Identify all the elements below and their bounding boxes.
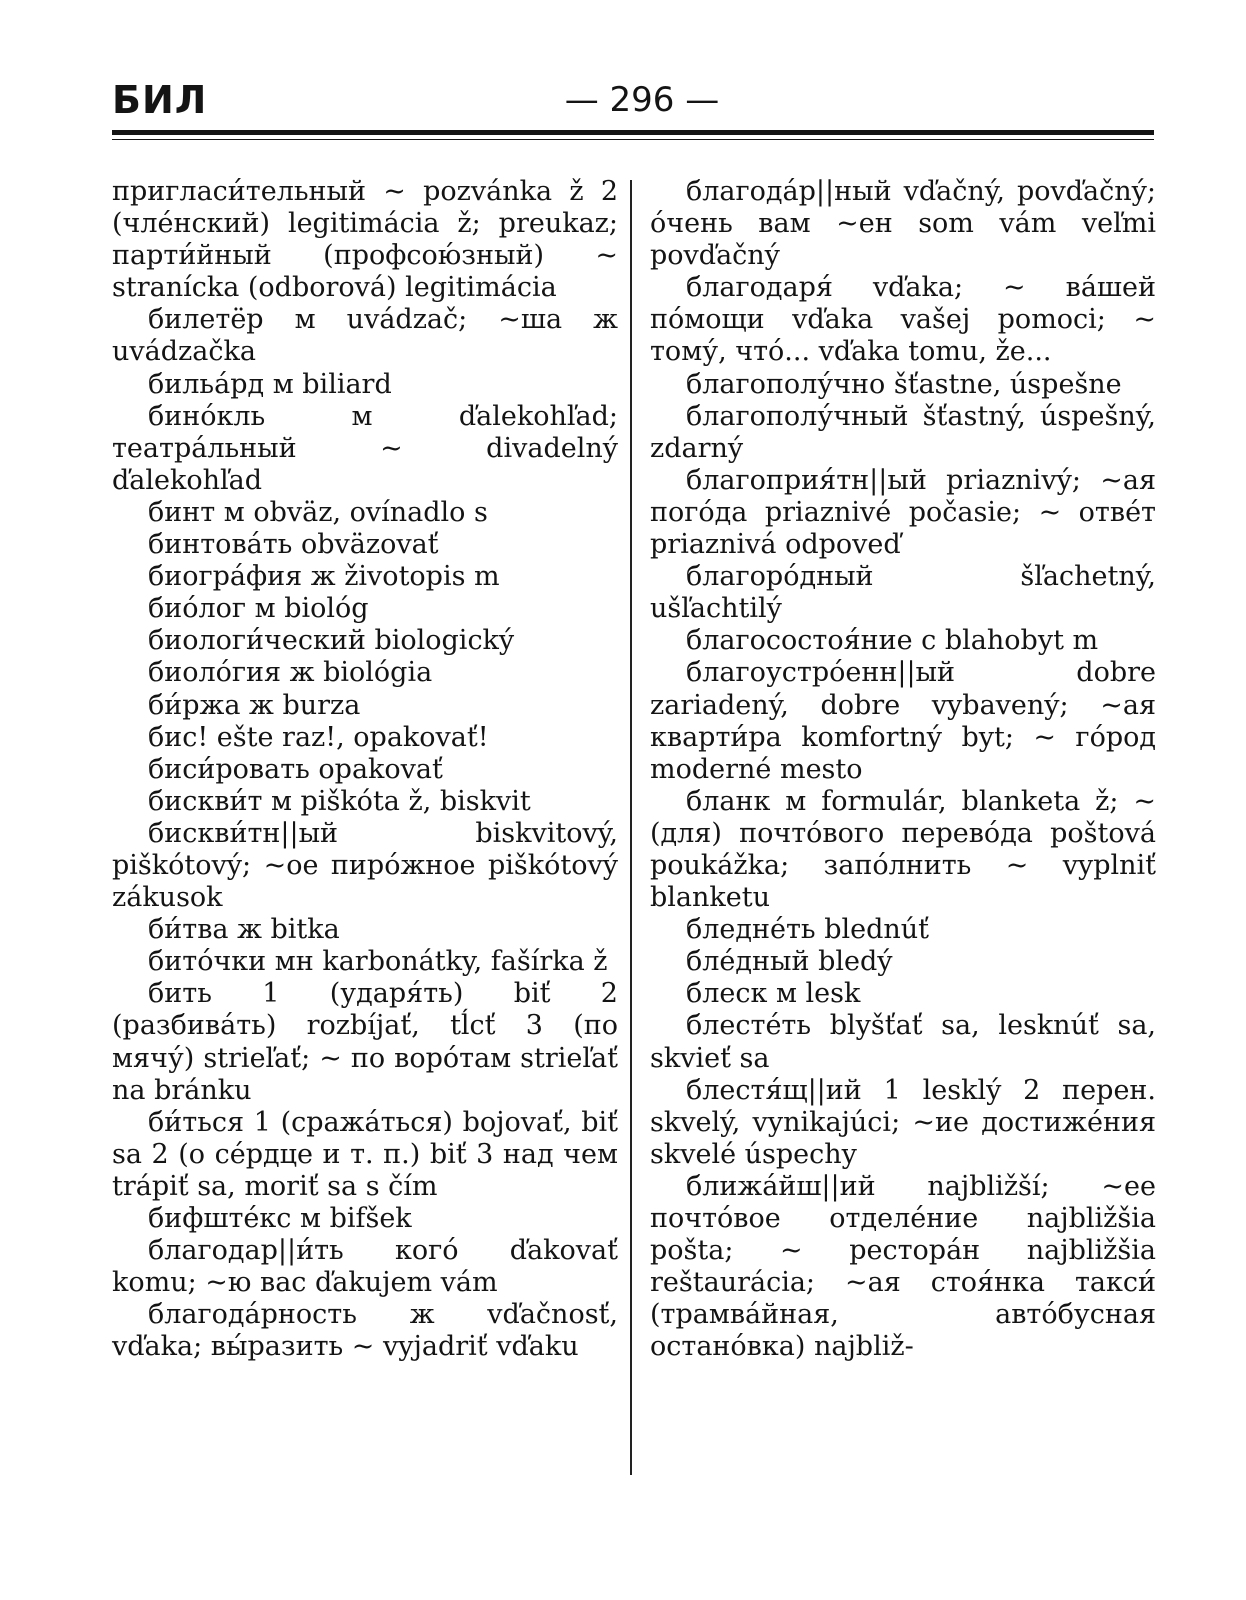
dictionary-entry: благополу́чный šťastný, úspešný, zdarný [650, 400, 1156, 464]
dictionary-entry: блесте́ть blyšťať sa, lesknúť sa, skvieť sa [650, 1010, 1156, 1074]
dictionary-entry: блеск м lesk [686, 978, 861, 1010]
dictionary-entry: био́лог м biológ [148, 593, 369, 625]
dictionary-entry: бланк м formulár, blanketa ž; ~ (для) почто́вого перево́да poštová poukážka; запо́лнить ~ vyplniť blanketu [650, 785, 1156, 914]
dictionary-entry: благодаря́ vďaka; ~ ва́шей по́мощи vďaka vašej pomoci; ~ тому́, что́... vďaka tomu, že... [650, 272, 1156, 368]
dictionary-entry: благоприя́тн||ый priaznivý; ~ая пого́да priaznivé počasie; ~ отве́т priaznivá odpoveď [650, 464, 1156, 561]
dictionary-entry: бледне́ть blednúť [686, 914, 930, 946]
dictionary-entry: биоло́гия ж biológia [148, 657, 433, 689]
dictionary-entry: благода́р||ный vďačný, povďačný; о́чень вам ~ен som vám veľmi povďačný [650, 176, 1156, 272]
left-column [112, 176, 618, 1363]
dictionary-entry: бле́дный bledý [686, 946, 893, 978]
dictionary-entry: бить 1 (ударя́ть) biť 2 (разбива́ть) rozbíjať, tĺcť 3 (по мячу́) strieľať; ~ по воро́там strieľať na bránku [112, 978, 618, 1106]
dictionary-entry: бинтова́ть obväzovať [148, 529, 439, 561]
dictionary-entry: пригласи́тельный ~ pozvánka ž 2 (чле́нский) legitimácia ž; preukaz; парти́йный (профсою́зный) ~ stranícka (odborová) legitimácia [112, 176, 618, 304]
dictionary-entry: бино́кль м ďalekohľad; театра́льный ~ divadelný ďalekohľad [112, 400, 618, 496]
dictionary-entry: биогра́фия ж životopis m [148, 561, 500, 593]
dictionary-entry: благополу́чно šťastne, úspešne [686, 368, 1122, 400]
dictionary-entry: билетёр м uvádzač; ~ша ж uvádzačka [112, 304, 618, 368]
dictionary-entry: биси́ровать opakovať [148, 753, 443, 785]
dictionary-entry: бинт м obväz, ovínadlo s [148, 496, 488, 528]
dictionary-entry: благоро́дный šľachetný, ušľachtilý [650, 561, 1156, 625]
running-head: БИЛ [112, 78, 208, 122]
dictionary-entry: благоустро́енн||ый dobre zariadený, dobre vybavený; ~ая кварти́ра komfortný byt; ~ го́род moderné mesto [650, 657, 1156, 785]
dictionary-entry: би́ржа ж burza [148, 689, 361, 721]
dictionary-entry: блестя́щ||ий 1 lesklý 2 перен. skvelý, vynikajúci; ~ие достиже́ния skvelé úspechy [650, 1074, 1156, 1170]
column-divider [630, 180, 632, 1475]
dictionary-entry: биологи́ческий biologický [148, 625, 515, 657]
page-header [112, 78, 1154, 128]
dictionary-entry: бильа́рд м biliard [148, 368, 392, 400]
page-number: — 296 — [564, 80, 720, 120]
dictionary-entry: благосостоя́ние с blahobyt m [686, 625, 1099, 657]
header-rule-thick [112, 130, 1154, 135]
dictionary-entry: бискви́тн||ый biskvitový, piškótový; ~ое пиро́жное piškótový zákusok [112, 817, 618, 914]
dictionary-entry: би́тва ж bitka [148, 914, 340, 946]
dictionary-entry: бифште́кс м bifšek [148, 1203, 412, 1234]
dictionary-entry: благода́рность ж vďačnosť, vďaka; вы́разить ~ vyjadriť vďaku [112, 1299, 618, 1363]
header-rule-thin [112, 139, 1154, 140]
dictionary-entry: благодар||и́ть кого́ ďakovať komu; ~ю вас ďakujem vám [112, 1235, 618, 1299]
dictionary-entry: би́ться 1 (сража́ться) bojovať, biť sa 2 (о се́рдце и т. п.) biť 3 над чем trápiť sa, moriť sa s čím [112, 1106, 618, 1202]
dictionary-entry: бискви́т м piškóta ž, biskvit [148, 785, 531, 817]
dictionary-entry: бито́чки мн karbonátky, fašírka ž [148, 946, 608, 978]
right-column [650, 176, 1156, 1363]
dictionary-entry: бис! ešte raz!, opakovať! [148, 721, 489, 753]
dictionary-entry: ближа́йш||ий najbližší; ~ее почто́вое отделе́ние najbližšia pošta; ~ рестора́н najbližšia reštaurácia; ~ая стоя́нка такси́ (трамва́йная, авто́бусная остано́вка) najbliž- [650, 1170, 1156, 1363]
